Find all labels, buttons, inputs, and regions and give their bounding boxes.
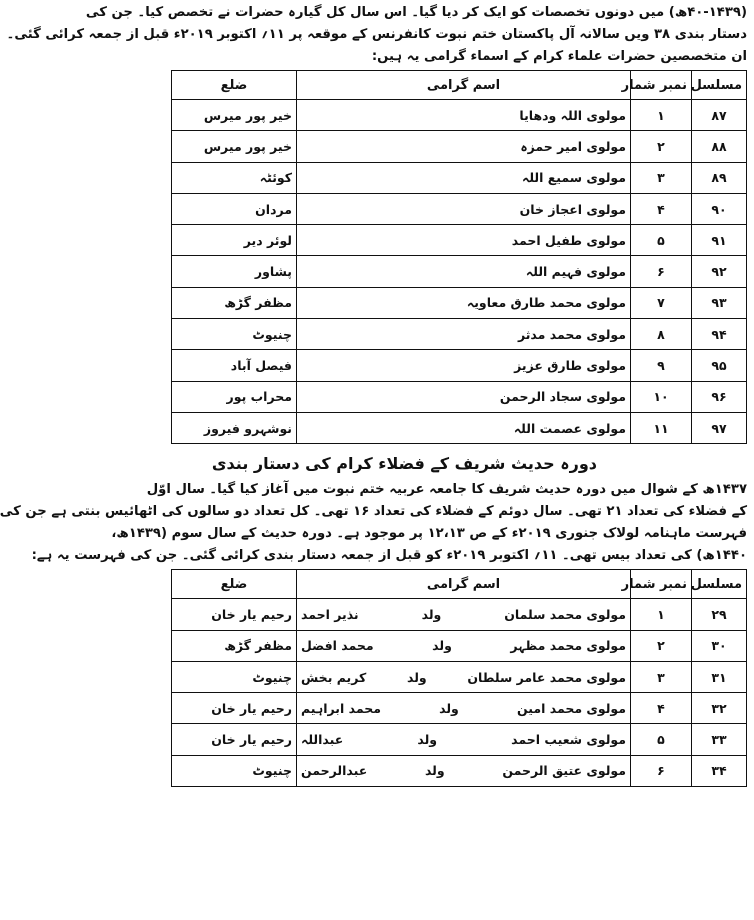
cell-number: ۱۰ bbox=[631, 381, 692, 412]
intro-line: دستار بندی ۳۸ ویں سالانہ آل پاکستان ختم نبوت کانفرنس کے موقعہ پر ۱۱؍ اکتوبر ۲۰۱۹ء قبل از جمعہ کرائی گئی۔ bbox=[6, 27, 747, 42]
cell-district: فیصل آباد bbox=[172, 350, 297, 381]
cell-district: لوئر دیر bbox=[172, 225, 297, 256]
section-heading: دورہ حدیث شریف کے فضلاء کرام کی دستار بندی bbox=[211, 454, 597, 474]
father-name: کریم بخش bbox=[301, 669, 367, 685]
cell-district: چنیوٹ bbox=[172, 661, 297, 692]
body-line: ۱۴۳۷ھ کے شوال میں دورہ حدیث شریف کا جامعہ عربیہ ختم نبوت میں آغاز کیا گیا۔ سال اوّل bbox=[146, 482, 747, 498]
cell-serial: ۳۰ bbox=[692, 630, 747, 661]
cell-name bbox=[297, 755, 631, 786]
cell-number: ۷ bbox=[631, 287, 692, 318]
cell-name: مولوی امیر حمزہ bbox=[297, 131, 631, 162]
cell-district: خیر پور میرس bbox=[172, 100, 297, 131]
cell-number: ۳ bbox=[631, 162, 692, 193]
cell-number: ۵ bbox=[631, 724, 692, 755]
table-row bbox=[172, 350, 747, 381]
table-header-row bbox=[172, 71, 747, 100]
cell-name bbox=[297, 661, 631, 692]
body-line: کے فضلاء کی تعداد ۲۱ تھی۔ سال دوئم کے فضلاء کی تعداد ۱۶ تھی۔ کل تعداد دو سالوں کی اٹھائیس بنتی ہے جن کی bbox=[0, 504, 747, 520]
table-row bbox=[172, 287, 747, 318]
table-row bbox=[172, 131, 747, 162]
student-name: مولوی عتیق الرحمن bbox=[502, 763, 626, 779]
table-row bbox=[172, 381, 747, 412]
body-line: ۱۴۴۰ھ) کی تعداد بیس تھی۔ ۱۱؍ اکتوبر ۲۰۱۹ء کو قبل از جمعہ دستار بندی کرائی گئی۔ جن کی فہرست یہ ہے: bbox=[31, 548, 747, 564]
cell-district: چنیوٹ bbox=[172, 755, 297, 786]
table-row bbox=[172, 599, 747, 630]
cell-serial: ۹۴ bbox=[692, 319, 747, 350]
cell-name bbox=[297, 724, 631, 755]
cell-district: خیر پور میرس bbox=[172, 131, 297, 162]
body-line: فہرست ماہنامہ لولاک جنوری ۲۰۱۹ء کے ص ۱۲،۱۳ پر موجود ہے۔ دورہ حدیث کے سال سوم (۱۴۳۹ھ، bbox=[111, 526, 747, 542]
cell-district: چنیوٹ bbox=[172, 319, 297, 350]
graduates-table bbox=[171, 569, 747, 787]
cell-district: محراب پور bbox=[172, 381, 297, 412]
table-row bbox=[172, 193, 747, 224]
cell-serial: ۸۸ bbox=[692, 131, 747, 162]
cell-name bbox=[297, 630, 631, 661]
table-row bbox=[172, 162, 747, 193]
cell-serial: ۹۵ bbox=[692, 350, 747, 381]
relation-word: ولد bbox=[421, 606, 442, 622]
cell-number: ۸ bbox=[631, 319, 692, 350]
header-name: اسم گرامی bbox=[297, 570, 631, 599]
intro-paragraph bbox=[6, 2, 747, 68]
cell-name: مولوی عصمت اللہ bbox=[297, 412, 631, 443]
cell-number: ۱ bbox=[631, 599, 692, 630]
table-row bbox=[172, 412, 747, 443]
cell-number: ۲ bbox=[631, 630, 692, 661]
header-serial: مسلسل bbox=[692, 71, 747, 100]
cell-name: مولوی محمد طارق معاویہ bbox=[297, 287, 631, 318]
cell-number: ۶ bbox=[631, 755, 692, 786]
father-name: عبدالرحمن bbox=[301, 763, 368, 779]
header-serial: مسلسل bbox=[692, 570, 747, 599]
cell-name bbox=[297, 693, 631, 724]
table-header-row bbox=[172, 570, 747, 599]
table-row bbox=[172, 755, 747, 786]
student-name: مولوی محمد سلمان bbox=[504, 606, 626, 622]
cell-serial: ۸۷ bbox=[692, 100, 747, 131]
relation-word: ولد bbox=[406, 669, 427, 685]
document-page bbox=[0, 2, 747, 787]
relation-word: ولد bbox=[417, 732, 438, 748]
cell-serial: ۳۲ bbox=[692, 693, 747, 724]
cell-district: نوشہرو فیروز bbox=[172, 412, 297, 443]
table-row bbox=[172, 319, 747, 350]
cell-district: رحیم یار خان bbox=[172, 724, 297, 755]
cell-serial: ۳۴ bbox=[692, 755, 747, 786]
relation-word: ولد bbox=[439, 700, 459, 716]
cell-serial: ۲۹ bbox=[692, 599, 747, 630]
father-name: محمد افضل bbox=[301, 638, 374, 654]
header-district: ضلع bbox=[172, 570, 297, 599]
cell-number: ۲ bbox=[631, 131, 692, 162]
cell-name: مولوی طفیل احمد bbox=[297, 225, 631, 256]
cell-number: ۵ bbox=[631, 225, 692, 256]
specialists-table bbox=[171, 70, 747, 444]
header-number: نمبر شمار bbox=[631, 570, 692, 599]
cell-serial: ۹۱ bbox=[692, 225, 747, 256]
father-name: نذیر احمد bbox=[301, 606, 359, 622]
cell-district: کوئٹہ bbox=[172, 162, 297, 193]
relation-word: ولد bbox=[432, 638, 452, 654]
cell-number: ۹ bbox=[631, 350, 692, 381]
table-row bbox=[172, 630, 747, 661]
table-row bbox=[172, 225, 747, 256]
cell-serial: ۹۷ bbox=[692, 412, 747, 443]
cell-district: مظفر گڑھ bbox=[172, 287, 297, 318]
cell-number: ۱۱ bbox=[631, 412, 692, 443]
header-name: اسم گرامی bbox=[297, 71, 631, 100]
student-name: مولوی محمد عامر سلطان bbox=[467, 669, 626, 685]
table-row bbox=[172, 100, 747, 131]
cell-serial: ۹۳ bbox=[692, 287, 747, 318]
cell-number: ۶ bbox=[631, 256, 692, 287]
cell-serial: ۸۹ bbox=[692, 162, 747, 193]
cell-serial: ۳۱ bbox=[692, 661, 747, 692]
cell-number: ۴ bbox=[631, 193, 692, 224]
cell-name bbox=[297, 599, 631, 630]
cell-serial: ۹۰ bbox=[692, 193, 747, 224]
cell-serial: ۳۳ bbox=[692, 724, 747, 755]
student-name: مولوی محمد مظہر bbox=[510, 638, 626, 654]
table-row bbox=[172, 724, 747, 755]
cell-name: مولوی فہیم اللہ bbox=[297, 256, 631, 287]
cell-name: مولوی سمیع اللہ bbox=[297, 162, 631, 193]
intro-line: (۴۰-۱۴۳۹ھ) میں دونوں تخصصات کو ایک کر دیا گیا۔ اس سال کل گیارہ حضرات نے تخصص کیا۔ جن کی bbox=[85, 5, 747, 20]
cell-district: رحیم یار خان bbox=[172, 599, 297, 630]
cell-serial: ۹۶ bbox=[692, 381, 747, 412]
table-row bbox=[172, 661, 747, 692]
header-number: نمبر شمار bbox=[631, 71, 692, 100]
cell-district: پشاور bbox=[172, 256, 297, 287]
cell-number: ۱ bbox=[631, 100, 692, 131]
student-name: مولوی شعیب احمد bbox=[511, 732, 626, 748]
cell-district: مظفر گڑھ bbox=[172, 630, 297, 661]
father-name: عبداللہ bbox=[301, 732, 344, 748]
intro-line: ان متخصصین حضرات علماء کرام کے اسماء گرامی یہ ہیں: bbox=[371, 49, 747, 64]
cell-name: مولوی اللہ ودھایا bbox=[297, 100, 631, 131]
relation-word: ولد bbox=[424, 763, 445, 779]
father-name: محمد ابراہیم bbox=[301, 700, 381, 716]
table-row bbox=[172, 693, 747, 724]
cell-name: مولوی محمد مدثر bbox=[297, 319, 631, 350]
table-row bbox=[172, 256, 747, 287]
cell-district: مردان bbox=[172, 193, 297, 224]
cell-name: مولوی طارق عزیز bbox=[297, 350, 631, 381]
cell-district: رحیم یار خان bbox=[172, 693, 297, 724]
cell-number: ۴ bbox=[631, 693, 692, 724]
cell-number: ۳ bbox=[631, 661, 692, 692]
cell-name: مولوی اعجاز خان bbox=[297, 193, 631, 224]
cell-name: مولوی سجاد الرحمن bbox=[297, 381, 631, 412]
student-name: مولوی محمد امین bbox=[517, 700, 626, 716]
body-paragraph bbox=[0, 479, 747, 567]
header-district: ضلع bbox=[172, 71, 297, 100]
cell-serial: ۹۲ bbox=[692, 256, 747, 287]
